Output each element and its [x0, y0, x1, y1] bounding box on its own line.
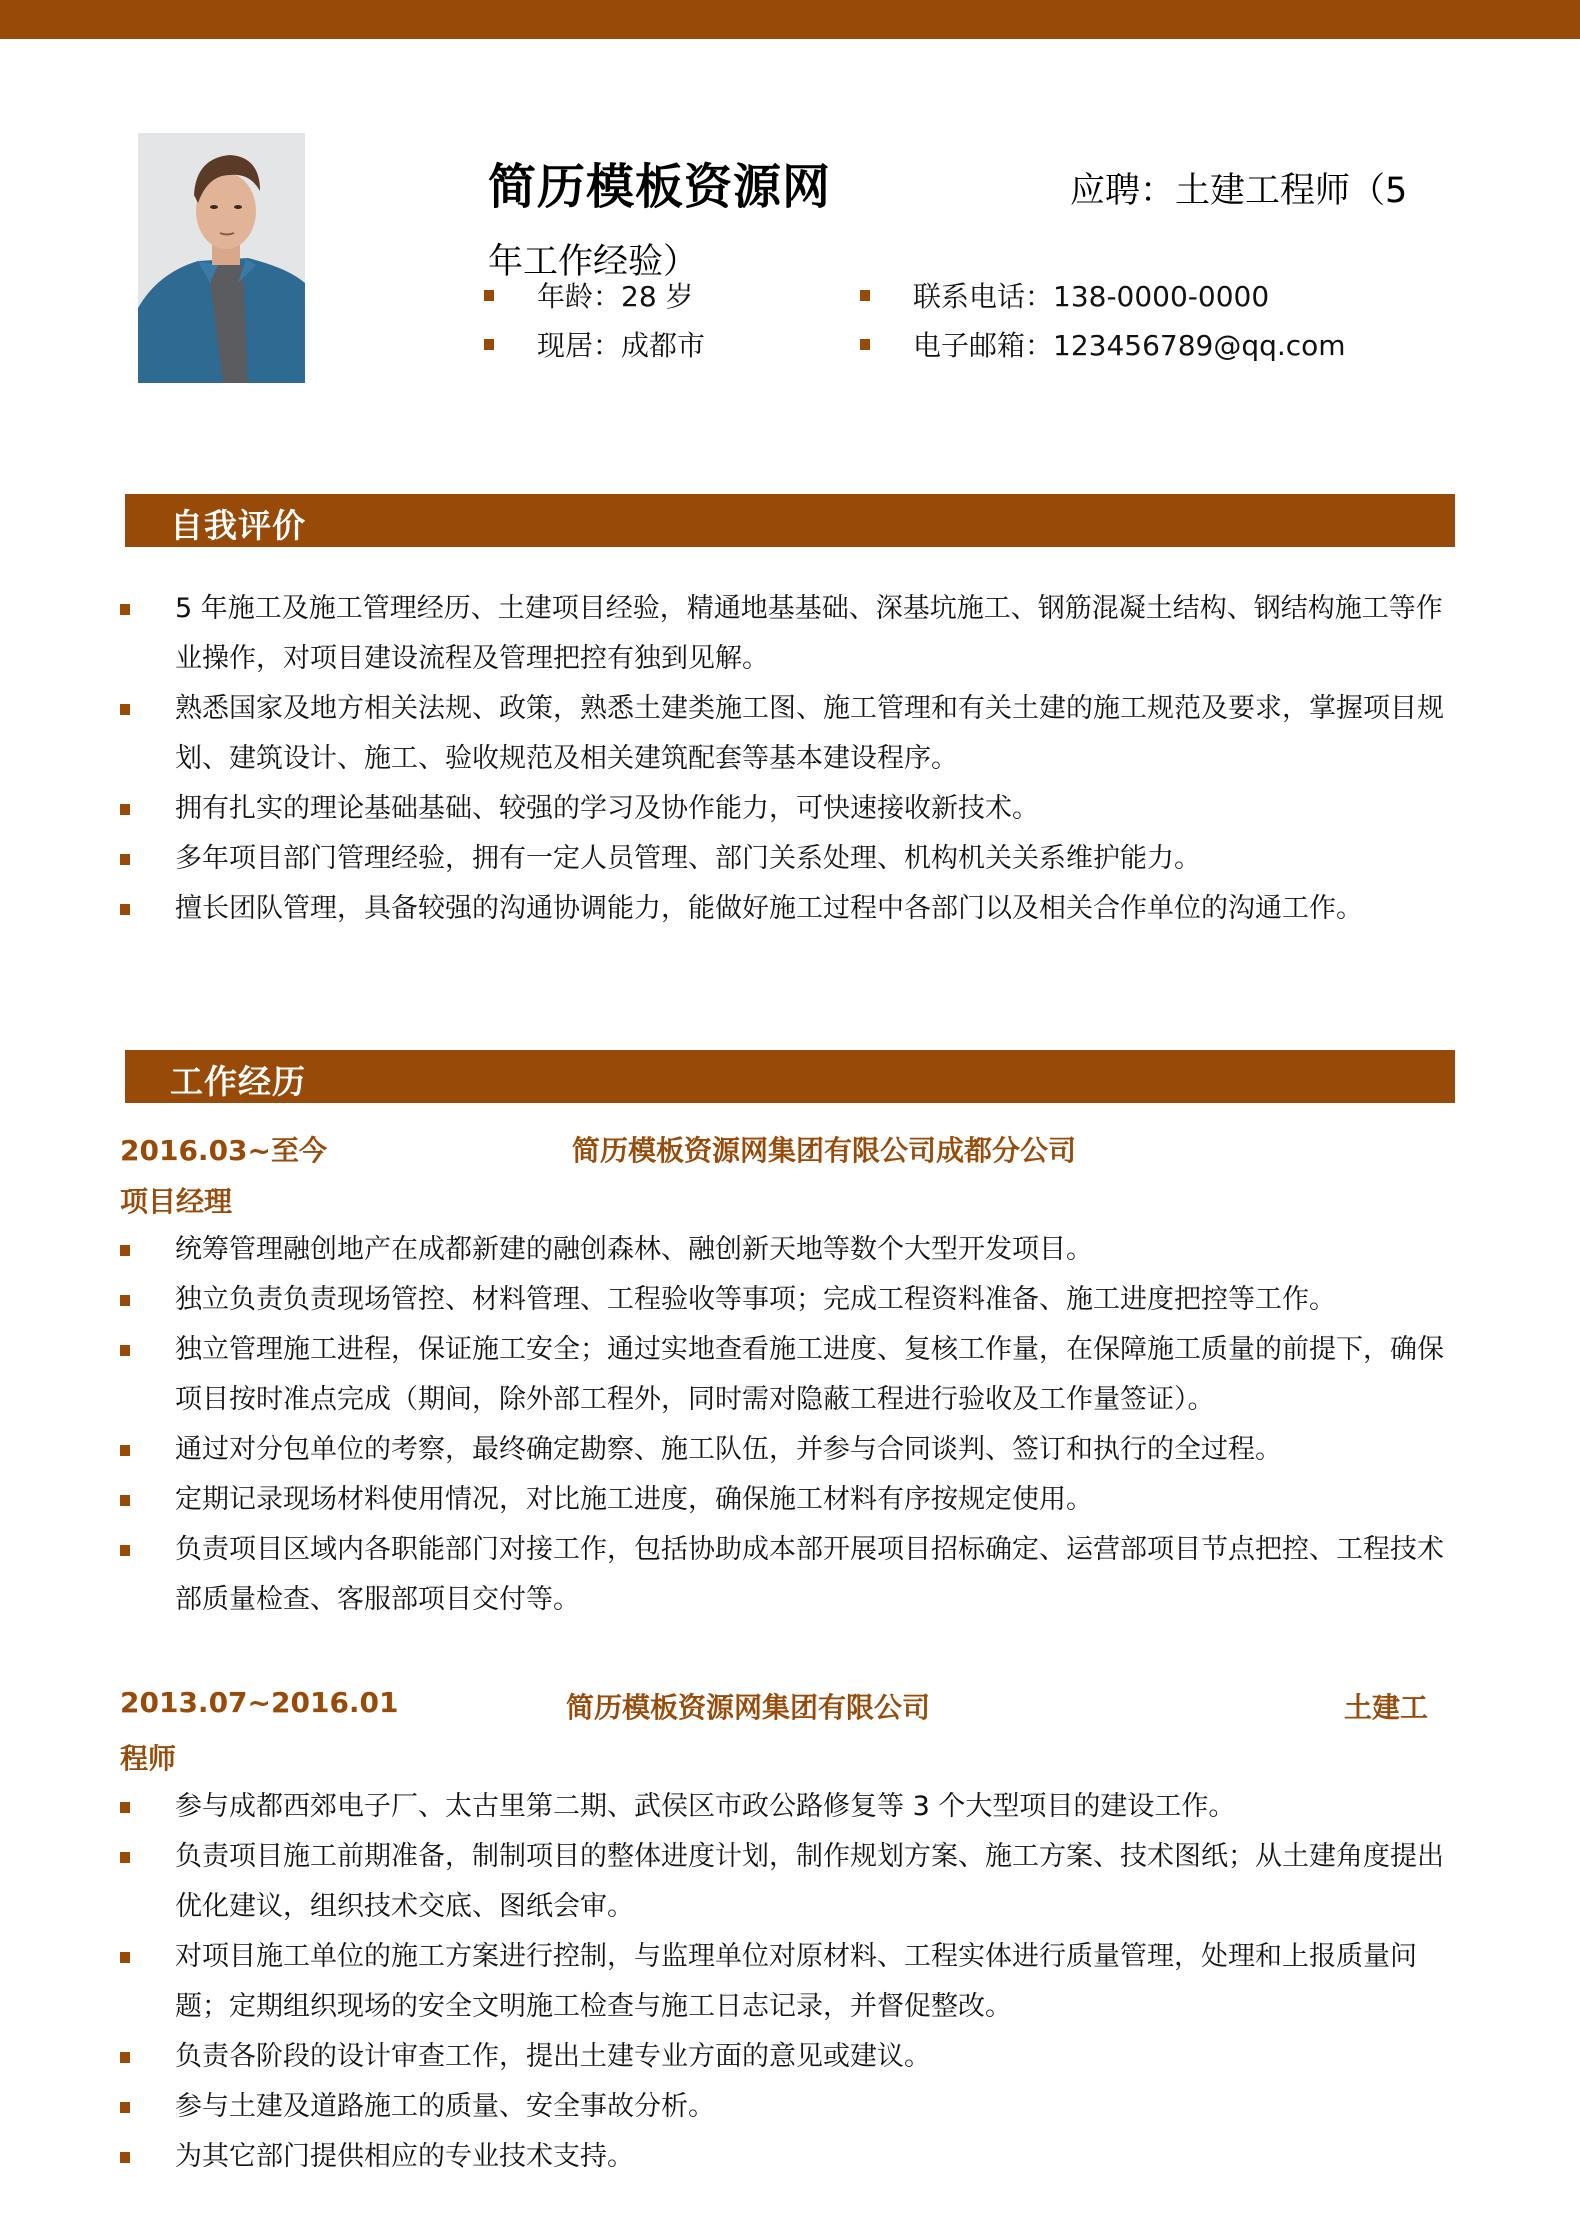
list-item: 定期记录现场材料使用情况，对比施工进度，确保施工材料有序按规定使用。 — [120, 1475, 1465, 1525]
info-age — [484, 275, 694, 315]
bullet-square-icon — [120, 1245, 130, 1256]
list-item: 擅长团队管理，具备较强的沟通协调能力，能做好施工过程中各部门以及相关合作单位的沟通工作。 — [120, 884, 1465, 934]
bullet-square-icon — [120, 1295, 130, 1306]
bullet-square-icon — [120, 604, 130, 615]
bullet-square-icon — [484, 290, 494, 301]
list-item: 拥有扎实的理论基础基础、较强的学习及协作能力，可快速接收新技术。 — [120, 784, 1465, 834]
bullet-square-icon — [120, 1852, 130, 1863]
list-item: 5 年施工及施工管理经历、土建项目经验，精通地基基础、深基坑施工、钢筋混凝土结构、钢结构施工等作业操作，对项目建设流程及管理把控有独到见解。 — [120, 584, 1465, 684]
job-2-duties-list — [120, 1782, 1465, 2182]
section-title: 自我评价 — [170, 506, 306, 545]
list-item: 独立管理施工进程，保证施工安全；通过实地查看施工进度、复核工作量，在保障施工质量的前提下，确保项目按时准点完成（期间，除外部工程外，同时需对隐蔽工程进行验收及工作量签证）。 — [120, 1325, 1465, 1425]
job-objective-continued: 年工作经验） — [488, 242, 699, 282]
portrait-icon — [138, 133, 305, 383]
email-text: 电子邮箱：123456789@qq.com — [913, 329, 1346, 362]
profile-photo — [138, 133, 305, 383]
job-position: 土建工 — [1344, 1691, 1429, 1724]
bullet-square-icon — [120, 1495, 130, 1506]
job-objective: 应聘：土建工程师（5 — [1070, 171, 1408, 211]
job-company: 简历模板资源网集团有限公司 — [566, 1691, 931, 1724]
phone-text: 联系电话：138-0000-0000 — [913, 280, 1270, 313]
bullet-square-icon — [120, 2052, 130, 2063]
bullet-square-icon — [860, 290, 870, 301]
bullet-square-icon — [120, 904, 130, 915]
list-item: 对项目施工单位的施工方案进行控制，与监理单位对原材料、工程实体进行质量管理，处理和上报质量问题；定期组织现场的安全文明施工检查与施工日志记录，并督促整改。 — [120, 1932, 1465, 2032]
bullet-square-icon — [120, 2152, 130, 2163]
info-phone — [860, 275, 1269, 315]
list-item: 负责各阶段的设计审查工作，提出土建专业方面的意见或建议。 — [120, 2032, 1465, 2082]
bullet-square-icon — [120, 1802, 130, 1813]
section-title: 工作经历 — [170, 1062, 306, 1101]
list-item: 熟悉国家及地方相关法规、政策，熟悉土建类施工图、施工管理和有关土建的施工规范及要求，掌握项目规划、建筑设计、施工、验收规范及相关建筑配套等基本建设程序。 — [120, 684, 1465, 784]
list-item: 负责项目区域内各职能部门对接工作，包括协助成本部开展项目招标确定、运营部项目节点把控、工程技术部质量检查、客服部项目交付等。 — [120, 1525, 1465, 1625]
bullet-square-icon — [120, 704, 130, 715]
bullet-square-icon — [120, 1545, 130, 1556]
list-item: 参与土建及道路施工的质量、安全事故分析。 — [120, 2082, 1465, 2132]
bullet-square-icon — [120, 804, 130, 815]
job-1-duties-list — [120, 1225, 1465, 1625]
list-item: 多年项目部门管理经验，拥有一定人员管理、部门关系处理、机构机关关系维护能力。 — [120, 834, 1465, 884]
list-item: 统筹管理融创地产在成都新建的融创森林、融创新天地等数个大型开发项目。 — [120, 1225, 1465, 1275]
list-item: 独立负责负责现场管控、材料管理、工程验收等事项；完成工程资料准备、施工进度把控等工作。 — [120, 1275, 1465, 1325]
bullet-square-icon — [120, 1445, 130, 1456]
job-position: 项目经理 — [120, 1185, 233, 1218]
section-header-self-evaluation — [125, 494, 1455, 547]
bullet-square-icon — [860, 339, 870, 350]
job-period: 2013.07~2016.01 — [120, 1686, 399, 1719]
list-item: 为其它部门提供相应的专业技术支持。 — [120, 2132, 1465, 2182]
job-position-continued: 程师 — [120, 1742, 177, 1775]
bullet-square-icon — [120, 1345, 130, 1356]
list-item: 负责项目施工前期准备，制制项目的整体进度计划，制作规划方案、施工方案、技术图纸；从土建角度提出优化建议，组织技术交底、图纸会审。 — [120, 1832, 1465, 1932]
bullet-square-icon — [484, 339, 494, 350]
age-text: 年龄：28 岁 — [537, 280, 694, 313]
job-company: 简历模板资源网集团有限公司成都分公司 — [572, 1134, 1077, 1167]
residence-text: 现居：成都市 — [537, 329, 706, 362]
candidate-name: 简历模板资源网 — [488, 159, 832, 215]
section-header-work-experience — [125, 1050, 1455, 1103]
list-item: 参与成都西郊电子厂、太古里第二期、武侯区市政公路修复等 3 个大型项目的建设工作。 — [120, 1782, 1465, 1832]
job-period: 2016.03~至今 — [120, 1134, 327, 1167]
top-accent-bar — [0, 0, 1580, 39]
list-item: 通过对分包单位的考察，最终确定勘察、施工队伍，并参与合同谈判、签订和执行的全过程。 — [120, 1425, 1465, 1475]
info-residence — [484, 324, 705, 364]
bullet-square-icon — [120, 1952, 130, 1963]
bullet-square-icon — [120, 854, 130, 865]
bullet-square-icon — [120, 2102, 130, 2113]
self-evaluation-list — [120, 584, 1465, 934]
info-email — [860, 324, 1346, 364]
